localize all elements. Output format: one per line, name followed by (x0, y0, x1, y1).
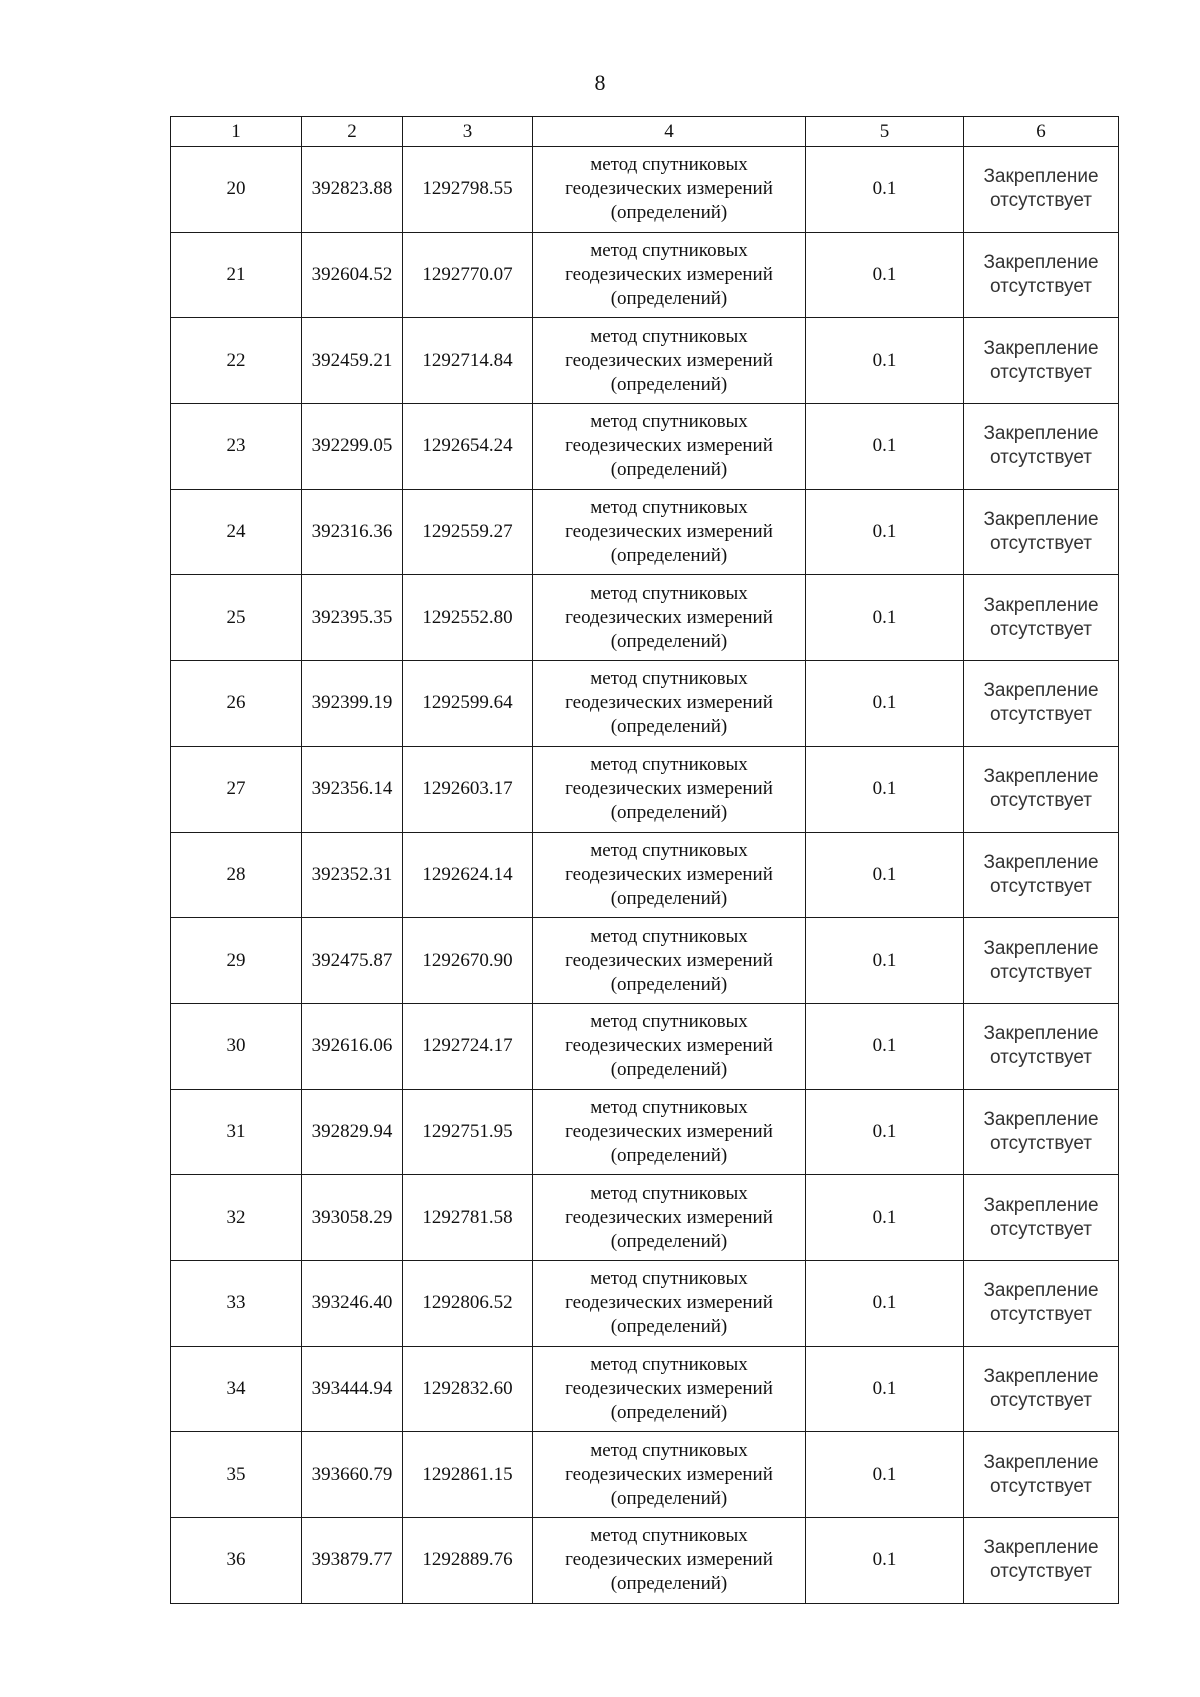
mark-description-cell (964, 1346, 1119, 1432)
method-line: геодезических измерений (565, 949, 773, 971)
table-body (171, 147, 1119, 1604)
mark-line: Закрепление (983, 509, 1099, 531)
mark-line: Закрепление (983, 594, 1099, 616)
mark-line: отсутствует (990, 961, 1092, 983)
x-coordinate-cell: 392352.31 (302, 832, 403, 918)
mark-line: отсутствует (990, 1047, 1092, 1069)
mark-line: Закрепление (983, 1280, 1099, 1302)
method-line: геодезических измерений (565, 1377, 773, 1399)
y-coordinate-cell: 1292714.84 (403, 318, 533, 404)
method-line: геодезических измерений (565, 863, 773, 885)
accuracy-cell: 0.1 (806, 1175, 964, 1261)
y-coordinate-cell: 1292624.14 (403, 832, 533, 918)
mark-description-cell (964, 232, 1119, 318)
column-header-4: 4 (533, 117, 806, 147)
table-row (171, 1260, 1119, 1346)
x-coordinate-cell: 392316.36 (302, 489, 403, 575)
method-cell (533, 1432, 806, 1518)
x-coordinate-cell: 393058.29 (302, 1175, 403, 1261)
mark-line: Закрепление (983, 252, 1099, 274)
point-number-cell: 22 (171, 318, 302, 404)
y-coordinate-cell: 1292724.17 (403, 1003, 533, 1089)
method-cell (533, 1260, 806, 1346)
y-coordinate-cell: 1292654.24 (403, 404, 533, 490)
mark-description-cell (964, 318, 1119, 404)
method-line: метод спутниковых (590, 1182, 748, 1204)
table-row (171, 1003, 1119, 1089)
table-row (171, 232, 1119, 318)
mark-description-cell (964, 1518, 1119, 1604)
accuracy-cell: 0.1 (806, 1003, 964, 1089)
mark-description-cell (964, 404, 1119, 490)
y-coordinate-cell: 1292599.64 (403, 661, 533, 747)
mark-line: отсутствует (990, 533, 1092, 555)
mark-line: отсутствует (990, 1218, 1092, 1240)
coordinates-table (170, 116, 1119, 1604)
mark-description-cell (964, 489, 1119, 575)
method-line: метод спутниковых (590, 1011, 748, 1033)
method-line: (определений) (610, 802, 728, 824)
accuracy-cell: 0.1 (806, 1346, 964, 1432)
table-row (171, 575, 1119, 661)
page-number: 8 (594, 70, 606, 95)
y-coordinate-cell: 1292603.17 (403, 746, 533, 832)
method-line: геодезических измерений (565, 1463, 773, 1485)
method-line: метод спутниковых (590, 839, 748, 861)
mark-line: отсутствует (990, 1475, 1092, 1497)
method-line: (определений) (610, 459, 728, 481)
method-line: (определений) (610, 716, 728, 738)
method-line: геодезических измерений (565, 606, 773, 628)
y-coordinate-cell: 1292798.55 (403, 147, 533, 233)
x-coordinate-cell: 393246.40 (302, 1260, 403, 1346)
column-header-5: 5 (806, 117, 964, 147)
column-header-6: 6 (964, 117, 1119, 147)
method-line: (определений) (610, 630, 728, 652)
accuracy-cell: 0.1 (806, 232, 964, 318)
method-cell (533, 1003, 806, 1089)
mark-line: отсутствует (990, 1304, 1092, 1326)
method-line: метод спутниковых (590, 240, 748, 262)
method-line: (определений) (610, 1144, 728, 1166)
table-row (171, 318, 1119, 404)
accuracy-cell: 0.1 (806, 404, 964, 490)
mark-line: отсутствует (990, 276, 1092, 298)
point-number-cell: 31 (171, 1089, 302, 1175)
method-line: (определений) (610, 1401, 728, 1423)
mark-line: отсутствует (990, 447, 1092, 469)
point-number-cell: 29 (171, 918, 302, 1004)
method-line: геодезических измерений (565, 435, 773, 457)
accuracy-cell: 0.1 (806, 1089, 964, 1175)
point-number-cell: 26 (171, 661, 302, 747)
point-number-cell: 27 (171, 746, 302, 832)
x-coordinate-cell: 392823.88 (302, 147, 403, 233)
method-line: метод спутниковых (590, 668, 748, 690)
table-row (171, 404, 1119, 490)
method-line: метод спутниковых (590, 497, 748, 519)
x-coordinate-cell: 392604.52 (302, 232, 403, 318)
method-line: метод спутниковых (590, 754, 748, 776)
accuracy-cell: 0.1 (806, 318, 964, 404)
method-line: метод спутниковых (590, 325, 748, 347)
method-cell (533, 1518, 806, 1604)
method-line: (определений) (610, 1316, 728, 1338)
mark-line: отсутствует (990, 618, 1092, 640)
method-line: (определений) (610, 1487, 728, 1509)
method-cell (533, 1089, 806, 1175)
method-line: геодезических измерений (565, 1035, 773, 1057)
point-number-cell: 35 (171, 1432, 302, 1518)
x-coordinate-cell: 392299.05 (302, 404, 403, 490)
accuracy-cell: 0.1 (806, 1260, 964, 1346)
mark-line: отсутствует (990, 1389, 1092, 1411)
accuracy-cell: 0.1 (806, 918, 964, 1004)
accuracy-cell: 0.1 (806, 489, 964, 575)
point-number-cell: 20 (171, 147, 302, 233)
method-line: (определений) (610, 373, 728, 395)
mark-line: Закрепление (983, 680, 1099, 702)
point-number-cell: 24 (171, 489, 302, 575)
x-coordinate-cell: 392829.94 (302, 1089, 403, 1175)
mark-line: отсутствует (990, 1132, 1092, 1154)
method-line: геодезических измерений (565, 521, 773, 543)
column-header-3: 3 (403, 117, 533, 147)
table-row (171, 1432, 1119, 1518)
point-number-cell: 23 (171, 404, 302, 490)
method-line: метод спутниковых (590, 1268, 748, 1290)
table-row (171, 661, 1119, 747)
mark-description-cell (964, 1089, 1119, 1175)
x-coordinate-cell: 393660.79 (302, 1432, 403, 1518)
method-cell (533, 318, 806, 404)
x-coordinate-cell: 392475.87 (302, 918, 403, 1004)
accuracy-cell: 0.1 (806, 147, 964, 233)
accuracy-cell: 0.1 (806, 832, 964, 918)
method-line: метод спутниковых (590, 1096, 748, 1118)
x-coordinate-cell: 392399.19 (302, 661, 403, 747)
y-coordinate-cell: 1292861.15 (403, 1432, 533, 1518)
y-coordinate-cell: 1292751.95 (403, 1089, 533, 1175)
column-header-1: 1 (171, 117, 302, 147)
method-line: метод спутниковых (590, 925, 748, 947)
point-number-cell: 36 (171, 1518, 302, 1604)
method-line: геодезических измерений (565, 778, 773, 800)
y-coordinate-cell: 1292806.52 (403, 1260, 533, 1346)
mark-line: отсутствует (990, 790, 1092, 812)
point-number-cell: 30 (171, 1003, 302, 1089)
mark-line: отсутствует (990, 875, 1092, 897)
method-line: (определений) (610, 1059, 728, 1081)
mark-line: Закрепление (983, 166, 1099, 188)
mark-description-cell (964, 1003, 1119, 1089)
method-line: геодезических измерений (565, 1206, 773, 1228)
method-line: (определений) (610, 1573, 728, 1595)
point-number-cell: 32 (171, 1175, 302, 1261)
point-number-cell: 21 (171, 232, 302, 318)
point-number-cell: 28 (171, 832, 302, 918)
method-line: метод спутниковых (590, 582, 748, 604)
method-line: метод спутниковых (590, 411, 748, 433)
method-line: метод спутниковых (590, 1353, 748, 1375)
method-line: метод спутниковых (590, 1525, 748, 1547)
x-coordinate-cell: 392616.06 (302, 1003, 403, 1089)
mark-line: Закрепление (983, 1365, 1099, 1387)
mark-description-cell (964, 575, 1119, 661)
accuracy-cell: 0.1 (806, 746, 964, 832)
x-coordinate-cell: 392395.35 (302, 575, 403, 661)
point-number-cell: 34 (171, 1346, 302, 1432)
accuracy-cell: 0.1 (806, 661, 964, 747)
mark-description-cell (964, 661, 1119, 747)
y-coordinate-cell: 1292559.27 (403, 489, 533, 575)
mark-line: Закрепление (983, 423, 1099, 445)
y-coordinate-cell: 1292552.80 (403, 575, 533, 661)
x-coordinate-cell: 393879.77 (302, 1518, 403, 1604)
method-cell (533, 661, 806, 747)
accuracy-cell: 0.1 (806, 575, 964, 661)
table-row (171, 832, 1119, 918)
mark-description-cell (964, 1260, 1119, 1346)
table-row (171, 746, 1119, 832)
method-line: геодезических измерений (565, 692, 773, 714)
y-coordinate-cell: 1292832.60 (403, 1346, 533, 1432)
mark-line: отсутствует (990, 704, 1092, 726)
y-coordinate-cell: 1292889.76 (403, 1518, 533, 1604)
mark-line: Закрепление (983, 1537, 1099, 1559)
table-row (171, 147, 1119, 233)
table-row (171, 1518, 1119, 1604)
method-line: метод спутниковых (590, 1439, 748, 1461)
mark-line: отсутствует (990, 1561, 1092, 1583)
method-line: геодезических измерений (565, 178, 773, 200)
mark-line: Закрепление (983, 1023, 1099, 1045)
mark-line: Закрепление (983, 337, 1099, 359)
mark-description-cell (964, 147, 1119, 233)
accuracy-cell: 0.1 (806, 1518, 964, 1604)
method-line: (определений) (610, 1230, 728, 1252)
table-row (171, 1089, 1119, 1175)
mark-line: Закрепление (983, 937, 1099, 959)
x-coordinate-cell: 393444.94 (302, 1346, 403, 1432)
mark-description-cell (964, 1175, 1119, 1261)
method-cell (533, 575, 806, 661)
y-coordinate-cell: 1292670.90 (403, 918, 533, 1004)
mark-line: Закрепление (983, 851, 1099, 873)
mark-line: отсутствует (990, 190, 1092, 212)
column-header-2: 2 (302, 117, 403, 147)
y-coordinate-cell: 1292770.07 (403, 232, 533, 318)
table-row (171, 1346, 1119, 1432)
method-line: (определений) (610, 545, 728, 567)
table-header-row (171, 117, 1119, 147)
method-line: геодезических измерений (565, 1120, 773, 1142)
method-cell (533, 232, 806, 318)
table-row (171, 489, 1119, 575)
method-line: геодезических измерений (565, 264, 773, 286)
point-number-cell: 33 (171, 1260, 302, 1346)
method-cell (533, 746, 806, 832)
x-coordinate-cell: 392459.21 (302, 318, 403, 404)
mark-line: отсутствует (990, 361, 1092, 383)
table-row (171, 1175, 1119, 1261)
method-cell (533, 1175, 806, 1261)
mark-line: Закрепление (983, 1451, 1099, 1473)
method-cell (533, 489, 806, 575)
method-line: (определений) (610, 887, 728, 909)
mark-description-cell (964, 1432, 1119, 1518)
method-line: (определений) (610, 973, 728, 995)
mark-line: Закрепление (983, 766, 1099, 788)
method-line: геодезических измерений (565, 349, 773, 371)
method-line: (определений) (610, 288, 728, 310)
point-number-cell: 25 (171, 575, 302, 661)
y-coordinate-cell: 1292781.58 (403, 1175, 533, 1261)
mark-line: Закрепление (983, 1108, 1099, 1130)
method-line: (определений) (610, 202, 728, 224)
table-row (171, 918, 1119, 1004)
mark-description-cell (964, 918, 1119, 1004)
method-cell (533, 1346, 806, 1432)
method-line: геодезических измерений (565, 1549, 773, 1571)
method-cell (533, 918, 806, 1004)
method-cell (533, 147, 806, 233)
method-line: метод спутниковых (590, 154, 748, 176)
method-cell (533, 404, 806, 490)
method-cell (533, 832, 806, 918)
mark-line: Закрепление (983, 1194, 1099, 1216)
mark-description-cell (964, 746, 1119, 832)
method-line: геодезических измерений (565, 1292, 773, 1314)
x-coordinate-cell: 392356.14 (302, 746, 403, 832)
accuracy-cell: 0.1 (806, 1432, 964, 1518)
mark-description-cell (964, 832, 1119, 918)
